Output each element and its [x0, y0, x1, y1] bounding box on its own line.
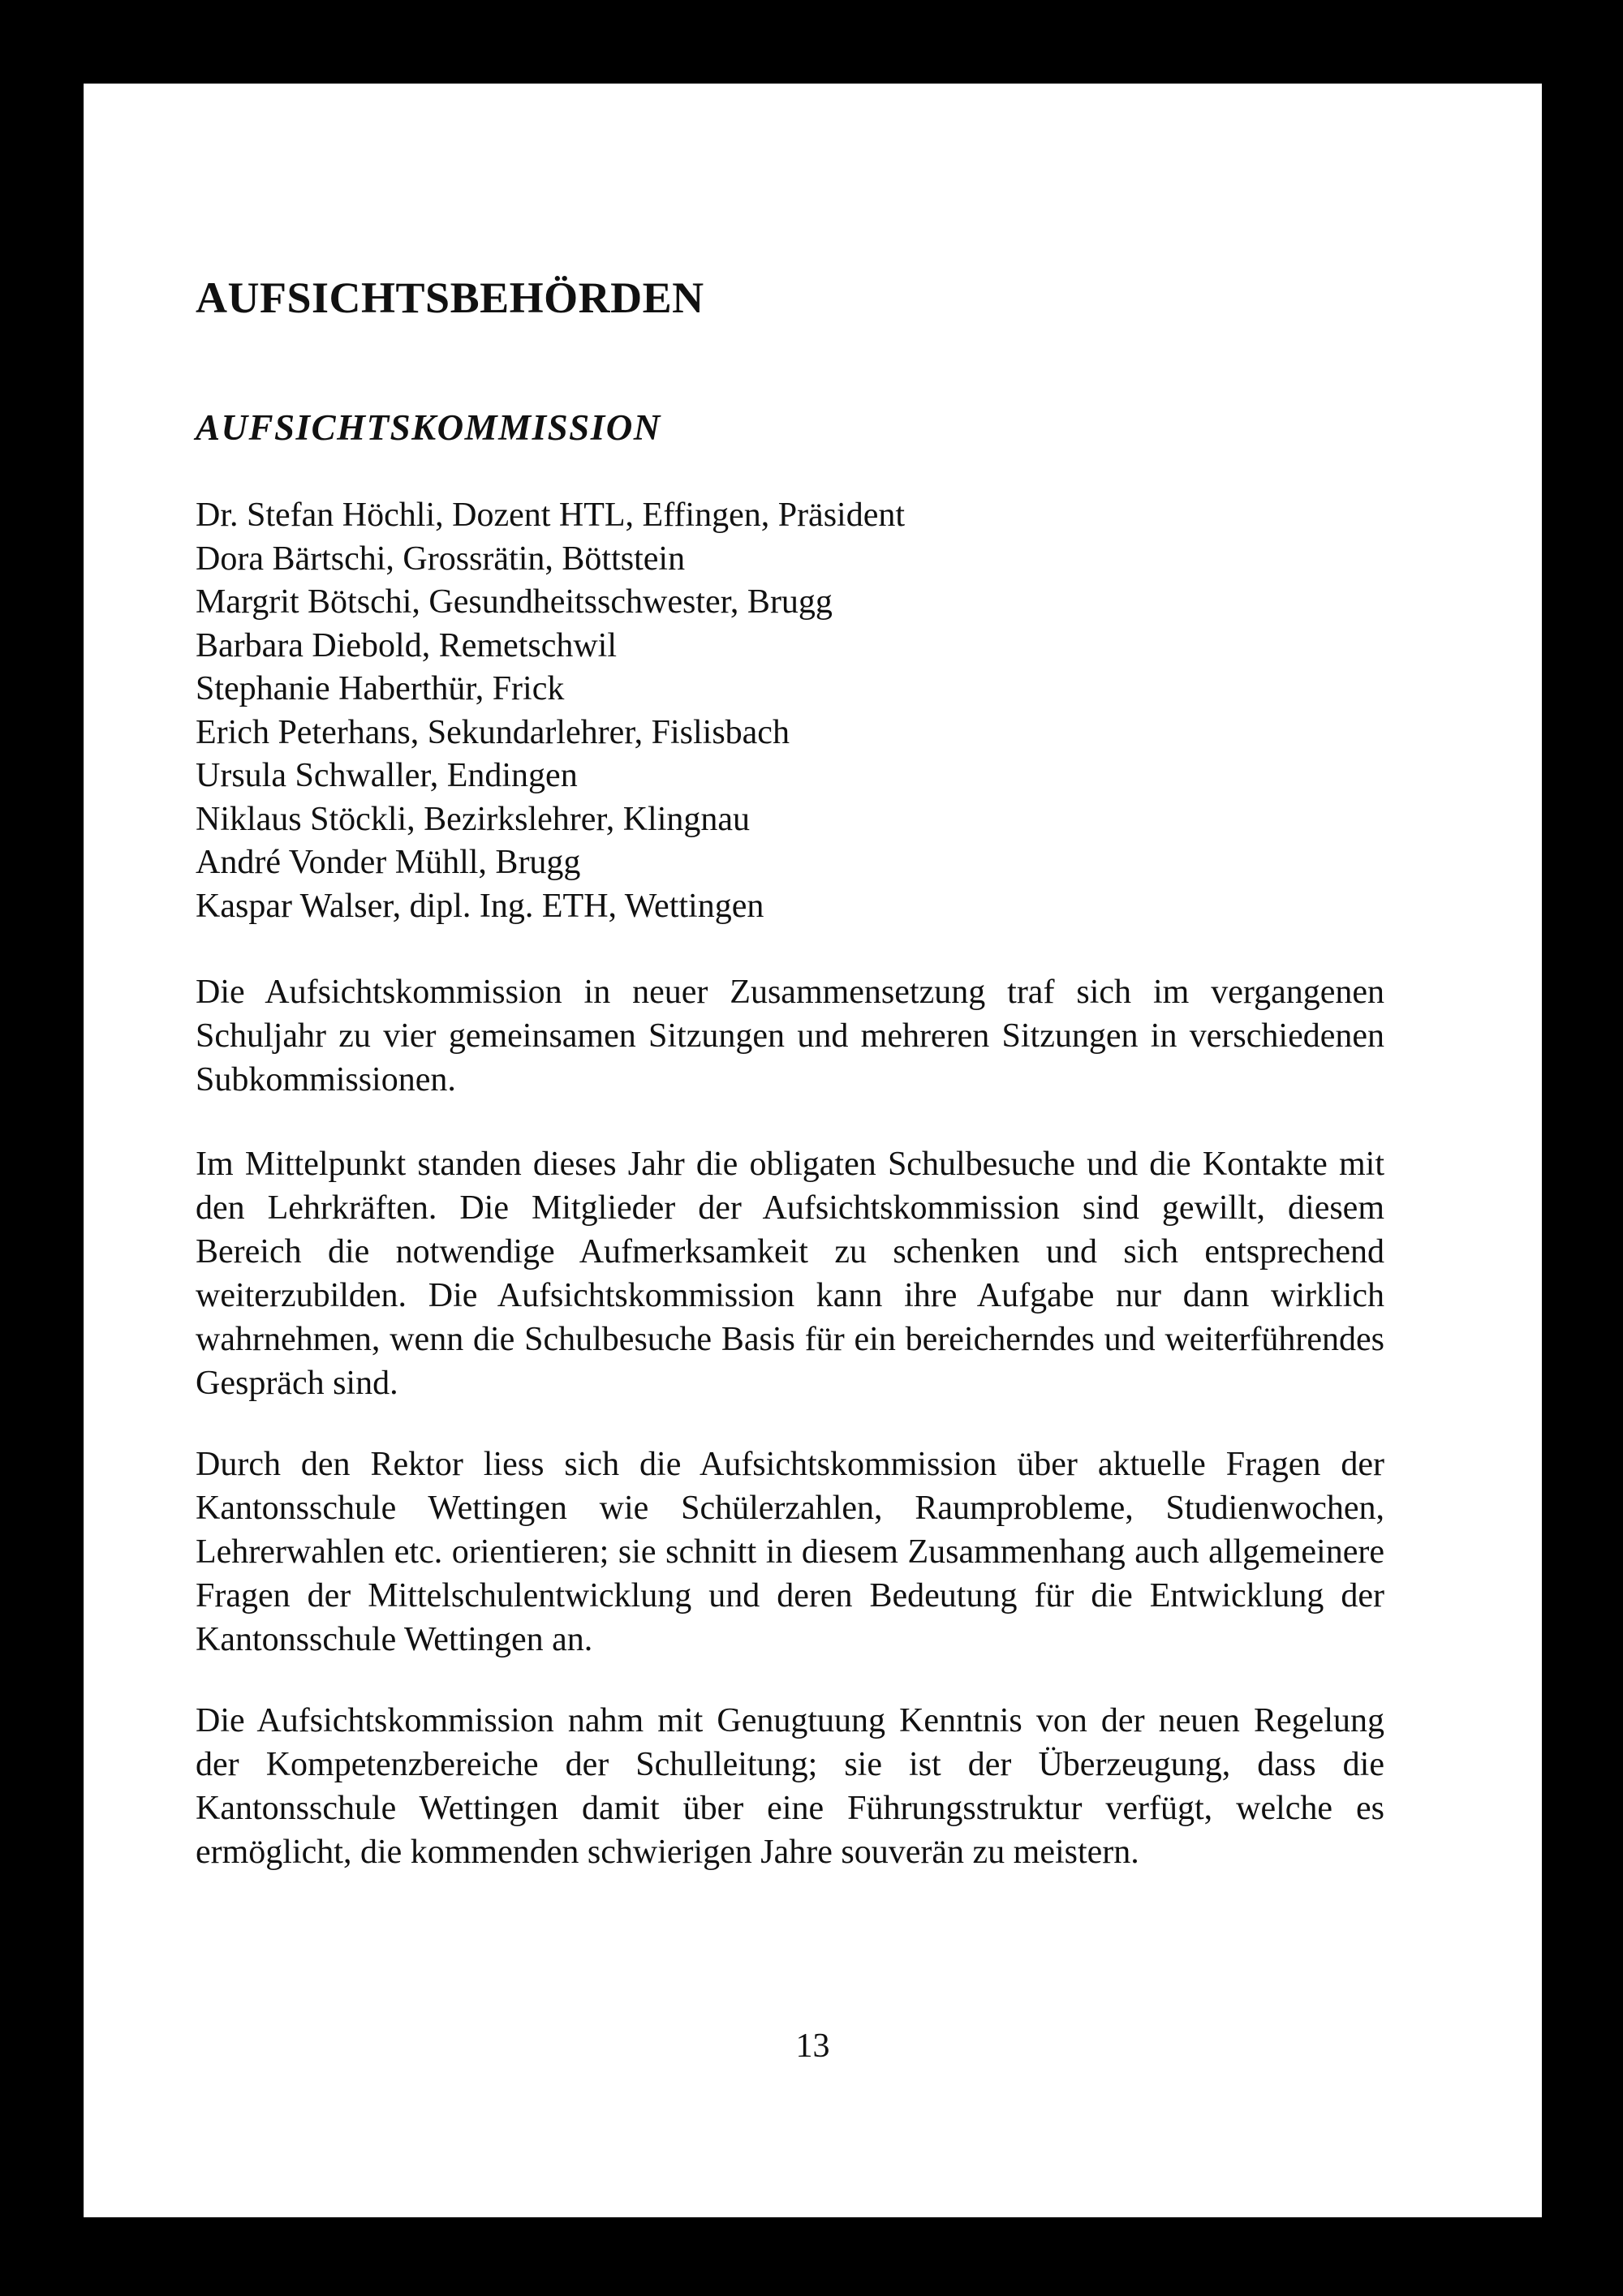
member-entry: Ursula Schwaller, Endingen [196, 757, 578, 794]
member-entry: André Vonder Mühll, Brugg [196, 844, 581, 881]
body-paragraph-2: Im Mittelpunkt standen dieses Jahr die obligaten Schulbesuche und die Kontakte mit den Lehrkräften. Die Mitglieder der Aufsichtskommission sind gewillt, diesem Bereich die notwendige Aufmerksamkeit zu schenken und sich entsprechend weiterzubilden. Die Aufsichtskommission kann ihre Aufgabe nur dann wirklich wahrnehmen, wenn die Schulbesuche Basis für ein bereicherndes und weiterführendes Gespräch sind. [196, 1146, 1384, 1402]
member-entry: Stephanie Haberthür, Frick [196, 670, 565, 707]
member-entry: Margrit Bötschi, Gesundheitsschwester, Brugg [196, 583, 833, 621]
body-paragraph-1: Die Aufsichtskommission in neuer Zusammensetzung traf sich im vergangenen Schuljahr zu vier gemeinsamen Sitzungen und mehreren Sitzungen in verschiedenen Subkommissionen. [196, 974, 1384, 1099]
member-list [196, 494, 905, 928]
member-entry: Dora Bärtschi, Grossrätin, Böttstein [196, 540, 686, 578]
member-entry: Dr. Stefan Höchli, Dozent HTL, Effingen, Präsident [196, 497, 906, 534]
member-entry: Niklaus Stöckli, Bezirkslehrer, Klingnau [196, 800, 751, 838]
document-page [84, 84, 1542, 2217]
member-entry: Barbara Diebold, Remetschwil [196, 626, 618, 664]
page-number: 13 [795, 2027, 830, 2065]
body-paragraph-4: Die Aufsichtskommission nahm mit Genugtuung Kenntnis von der neuen Regelung der Kompetenzbereiche der Schulleitung; sie ist der Überzeugung, dass die Kantonsschule Wettingen damit über eine Führungsstruktur verfügt, welche es ermöglicht, die kommenden schwierigen Jahre souverän zu meistern. [196, 1702, 1384, 1871]
page-heading: AUFSICHTSBEHÖRDEN [196, 273, 704, 322]
section-subheading: AUFSICHTSKOMMISSION [196, 407, 661, 448]
member-entry: Erich Peterhans, Sekundarlehrer, Fislisbach [196, 713, 790, 751]
body-paragraph-3: Durch den Rektor liess sich die Aufsichtskommission über aktuelle Fragen der Kantonsschule Wettingen wie Schülerzahlen, Raumprobleme, Studienwochen, Lehrerwahlen etc. orientieren; sie schnitt in diesem Zusammenhang auch allgemeinere Fragen der Mittelschulentwicklung und deren Bedeutung für die Entwicklung der Kantonsschule Wettingen an. [196, 1446, 1384, 1658]
member-entry: Kaspar Walser, dipl. Ing. ETH, Wettingen [196, 887, 764, 925]
